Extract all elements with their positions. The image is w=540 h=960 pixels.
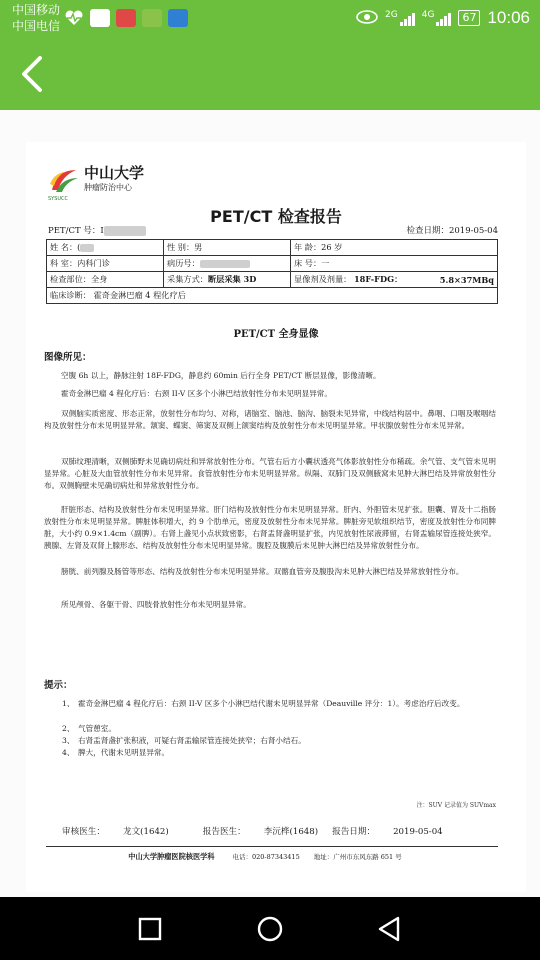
app-bar bbox=[0, 38, 540, 110]
footer-divider bbox=[46, 846, 498, 847]
id-field bbox=[48, 224, 146, 236]
conclusion-number: 3、 bbox=[62, 736, 75, 745]
triangle-back-icon bbox=[374, 913, 406, 945]
red-app-icon bbox=[116, 9, 136, 27]
diagnosis-cell bbox=[47, 288, 498, 304]
redacted-id bbox=[104, 226, 146, 236]
diagnosis-value: 霍奇金淋巴瘤 4 程化疗后 bbox=[93, 290, 186, 300]
dept-cell bbox=[47, 256, 164, 272]
footer-phone: 电话：020-87343415 bbox=[232, 853, 300, 861]
redacted-record bbox=[200, 260, 250, 268]
mode-cell bbox=[164, 272, 291, 288]
findings-paragraph: 空腹 6h 以上，静脉注射 18F-FDG，静息约 60min 后行全身 PET/CT 断层显像，影像清晰。 bbox=[61, 371, 381, 380]
hospital-logo bbox=[48, 160, 178, 200]
name-cell bbox=[47, 240, 164, 256]
report-document bbox=[26, 142, 526, 892]
android-icon bbox=[142, 9, 162, 27]
square-icon bbox=[134, 913, 166, 945]
report-viewer[interactable] bbox=[0, 110, 540, 897]
reporter-value: 李沅桦(1648) bbox=[263, 827, 319, 837]
signal-2-label: 4G bbox=[421, 10, 435, 20]
carrier-1: 中国移动 bbox=[12, 3, 61, 17]
reporter-label: 报告医生： bbox=[202, 827, 246, 837]
recents-button[interactable] bbox=[134, 913, 166, 945]
reviewer-label: 审核医生： bbox=[62, 827, 105, 837]
findings-paragraph: 双肺纹理清晰，双侧肺野未见确切病灶和异常放射性分布。气管右后方小囊状透亮气体影放射性分布稀疏。余气管、支气管未见明显异常。心脏及大血管放射性分布未见异常。食管放射性分布未见明显异常。纵隔、双肺门及双侧腋窝未见肿大淋巴结及异常放射性分布。双侧胸壁未见确切病灶和异常放射性分布。 bbox=[44, 457, 496, 490]
dept-label: 科 室： bbox=[50, 258, 78, 268]
conclusion-item bbox=[62, 735, 496, 747]
age-label: 年 龄： bbox=[294, 242, 322, 252]
carrier-2: 中国电信 bbox=[12, 19, 61, 33]
mode-value: 断层采集 3D bbox=[207, 274, 257, 284]
site-label: 检查部位： bbox=[50, 274, 91, 284]
reporter bbox=[203, 825, 318, 837]
conclusion-text: 霍奇金淋巴瘤 4 程化疗后：右颈 II-V 区多个小淋巴结代谢未见明显异常（Deauville 评分：1）。考虑治疗后改变。 bbox=[78, 699, 465, 708]
bed-value: 一 bbox=[321, 258, 330, 268]
conclusion-number: 1、 bbox=[62, 699, 75, 708]
conclusion-text: 气管憩室。 bbox=[78, 724, 116, 733]
tracer-name: 18F-FDG： bbox=[353, 274, 403, 284]
reviewer-value: 龙文(1642) bbox=[122, 827, 169, 837]
sex-label: 性 别： bbox=[167, 242, 195, 252]
findings-header: 图像所见： bbox=[44, 352, 92, 363]
logo-mark-icon bbox=[48, 164, 80, 196]
section-title: PET/CT 全身显像 bbox=[233, 329, 319, 340]
findings-paragraph: 肝脏形态、结构及放射性分布未见明显异常。肝门结构及放射性分布未见明显异常。肝内、外胆管未见扩张。胆囊、胃及十二指肠放射性分布未见明显异常。脾脏体积增大，约 9 个肋单元，密度及放射性分布未见异常。脾脏旁见软组织结节，密度及放射性分布同脾脏，大小约 0.9×1.4cm（副脾）。右肾上盏见小点状致密影，右肾盂肾盏明显扩张，内见放射性尿液滞留，右肾盂输尿管连接处狭窄。胰腺、左肾及双肾上腺形态、结构及放射性分布未见明显异常。腹腔及腹膜后未见肿大淋巴结及异常放射性分布。 bbox=[44, 505, 496, 550]
mode-label: 采集方式： bbox=[167, 274, 208, 284]
report-date-value: 2019-05-04 bbox=[393, 827, 443, 837]
conclusion-item bbox=[62, 723, 496, 735]
signal-1-icon bbox=[385, 10, 415, 26]
id-label: PET/CT 号： bbox=[48, 226, 101, 236]
signal-2-icon bbox=[422, 10, 452, 26]
report-date-label: 报告日期： bbox=[332, 827, 376, 837]
battery-icon: 67 bbox=[458, 10, 480, 26]
patient-info-table bbox=[46, 239, 498, 304]
diagnosis-label: 临床诊断： bbox=[50, 290, 91, 300]
tracer-label: 显像剂及剂量： bbox=[294, 274, 352, 284]
clock: 10:06 bbox=[487, 8, 530, 27]
conclusion-item bbox=[62, 698, 496, 710]
report-title: PET/CT 检查报告 bbox=[210, 207, 342, 226]
redacted-name bbox=[80, 244, 94, 252]
report-footer bbox=[46, 852, 498, 862]
conclusion-number: 4、 bbox=[62, 748, 75, 757]
reviewer bbox=[62, 825, 169, 837]
footer-department: 中山大学肿瘤医院核医学科 bbox=[128, 852, 215, 861]
chat-app-icon bbox=[90, 9, 110, 27]
heart-rate-app-icon bbox=[64, 9, 84, 27]
exam-date-label: 检查日期： bbox=[406, 226, 449, 236]
conclusion-item bbox=[62, 747, 496, 759]
record-cell bbox=[164, 256, 291, 272]
back-nav-button[interactable] bbox=[374, 913, 406, 945]
conclusion-text: 右肾盂肾盏扩张积液，可疑右肾盂输尿管连接处狭窄；右肾小结石。 bbox=[78, 736, 306, 745]
notification-icons bbox=[64, 9, 188, 27]
sex-cell bbox=[164, 240, 291, 256]
bed-label: 床 号： bbox=[294, 258, 322, 268]
navigation-bar bbox=[0, 897, 540, 960]
exam-date bbox=[406, 224, 498, 236]
dept-value: 内科门诊 bbox=[77, 258, 110, 268]
system-indicators bbox=[356, 8, 530, 28]
age-cell bbox=[291, 240, 498, 256]
circle-icon bbox=[254, 913, 286, 945]
name-label: 姓 名： bbox=[50, 242, 78, 252]
conclusion-text: 脾大，代谢未见明显异常。 bbox=[78, 748, 170, 757]
logo-english: SYSUCC bbox=[48, 196, 69, 202]
blue-app-icon bbox=[168, 9, 188, 27]
exam-date-value: 2019-05-04 bbox=[448, 226, 498, 236]
tracer-cell bbox=[291, 272, 426, 288]
status-bar bbox=[0, 0, 540, 38]
conclusion-number: 2、 bbox=[62, 724, 75, 733]
site-cell bbox=[47, 272, 164, 288]
findings-paragraph: 霍奇金淋巴瘤 4 程化疗后：右颈 II-V 区多个小淋巴结放射性分布未见明显异常。 bbox=[61, 389, 332, 398]
bed-cell bbox=[291, 256, 498, 272]
findings-paragraph: 所见颅骨、各躯干骨、四肢骨放射性分布未见明显异常。 bbox=[61, 600, 251, 609]
site-value: 全身 bbox=[90, 274, 108, 284]
back-button[interactable] bbox=[12, 50, 56, 98]
name-value: ( bbox=[77, 242, 81, 252]
home-button[interactable] bbox=[254, 913, 286, 945]
suv-note: 注：SUV 记录值为 SUVmax bbox=[416, 802, 496, 809]
findings-paragraph: 双侧脑实质密度、形态正常，放射性分布均匀、对称，诸脑室、脑池、脑沟、脑裂未见异常，中线结构居中。鼻咽、口咽及喉咽结构及放射性分布未见明显异常。颔窦、蝶窦、筛窦及双侧上颌窦结构及放射性分布未见明显异常。甲状腺放射性分布未见异常。 bbox=[44, 409, 496, 430]
sex-value: 男 bbox=[194, 242, 203, 252]
logo-subtitle: 肿瘤防治中心 bbox=[84, 183, 132, 192]
report-date bbox=[332, 825, 443, 837]
tracer-dose-cell bbox=[426, 272, 498, 288]
chevron-left-icon bbox=[12, 50, 56, 98]
signature-row bbox=[62, 825, 492, 837]
tracer-dose: 5.8×37MBq bbox=[439, 274, 494, 285]
record-label: 病历号： bbox=[167, 258, 200, 268]
findings-paragraph: 膀胱、前列腺及肠管等形态、结构及放射性分布未见明显异常。双髂血管旁及腹股沟未见肿大淋巴结及异常放射性分布。 bbox=[61, 567, 464, 576]
eye-icon bbox=[356, 9, 378, 28]
conclusion-header: 提示： bbox=[44, 680, 73, 691]
id-value: I bbox=[100, 226, 104, 236]
footer-address: 地址：广州市东风东路 651 号 bbox=[313, 853, 402, 861]
age-value: 26 岁 bbox=[321, 242, 343, 252]
logo-name: 中山大学 bbox=[84, 164, 145, 182]
signal-1-label: 2G bbox=[385, 10, 398, 20]
